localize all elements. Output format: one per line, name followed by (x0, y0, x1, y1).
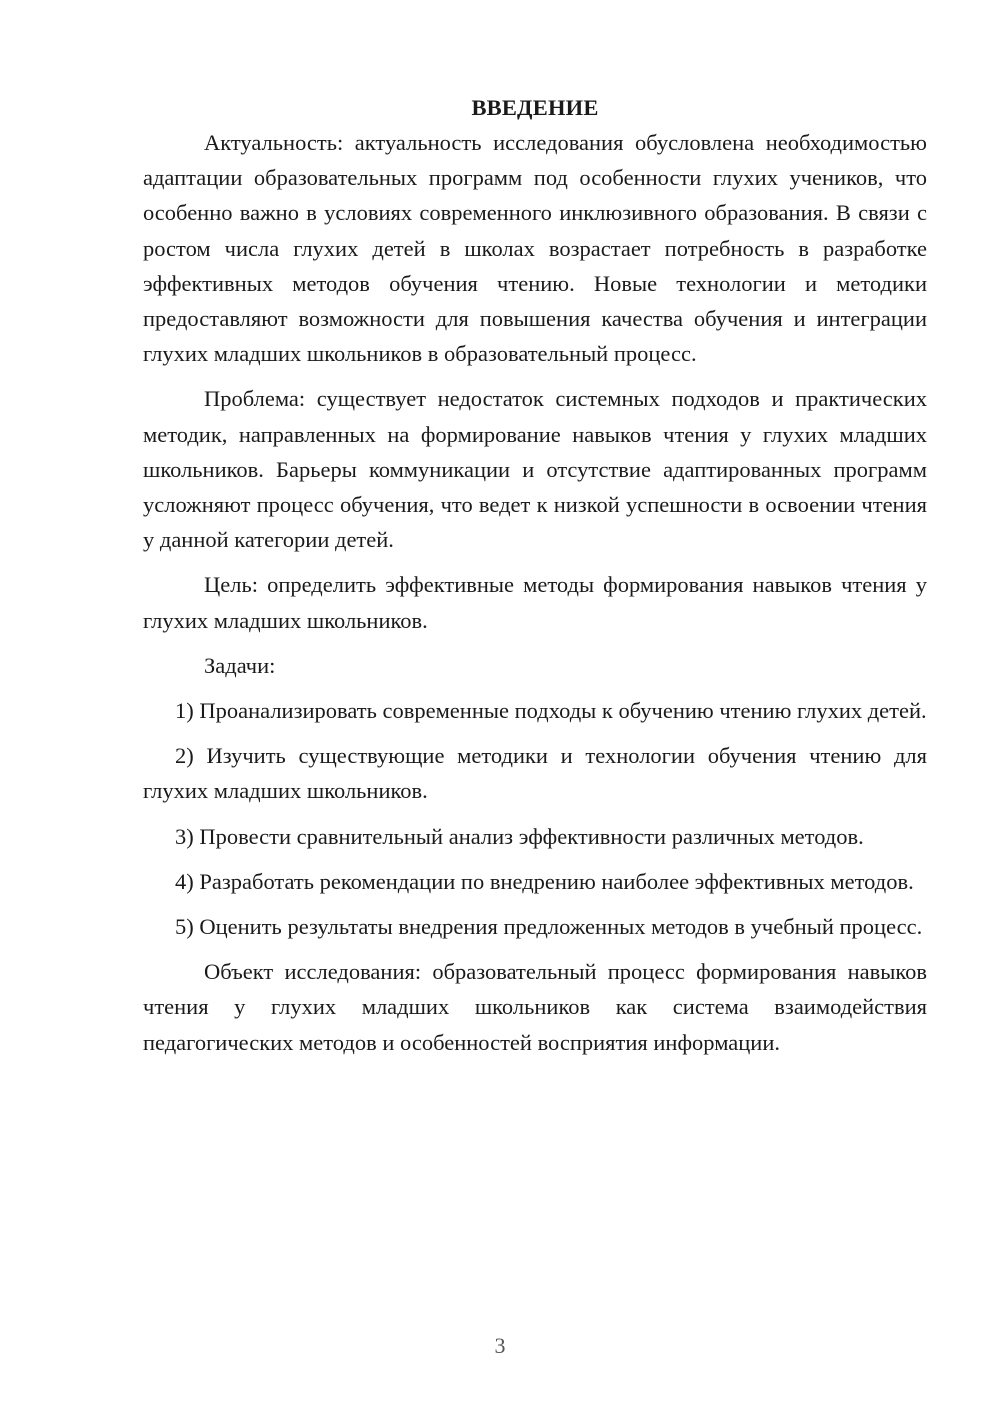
task-item-3: 3) Провести сравнительный анализ эффективности различных методов. (175, 823, 864, 849)
page-number: 3 (494, 1333, 506, 1358)
document-page (143, 90, 927, 1060)
task-item-2: 2) Изучить существующие методики и технологии обучения чтению для глухих младших школьников. (143, 743, 927, 804)
object-paragraph: Объект исследования: образовательный процесс формирования навыков чтения у глухих младших школьников как система взаимодействия педагогических методов и особенностей восприятия информации. (143, 959, 927, 1055)
goal-paragraph: Цель: определить эффективные методы формирования навыков чтения у глухих младших школьников. (143, 572, 927, 633)
problem-paragraph: Проблема: существует недостаток системных подходов и практических методик, направленных на формирование навыков чтения у глухих младших школьников. Барьеры коммуникации и отсутствие адаптированных программ усложняют процесс обучения, что ведет к низкой успешности в освоении чтения у данной категории детей. (143, 386, 927, 553)
task-item-4: 4) Разработать рекомендации по внедрению наиболее эффективных методов. (175, 868, 914, 894)
section-heading: ВВЕДЕНИЕ (471, 95, 599, 120)
task-item-1: 1) Проанализировать современные подходы к обучению чтению глухих детей. (175, 698, 927, 724)
relevance-paragraph: Актуальность: актуальность исследования обусловлена необходимостью адаптации образовательных программ под особенности глухих учеников, что особенно важно в условиях современного инклюзивного образования. В связи с ростом числа глухих детей в школах возрастает потребность в разработке эффективных методов обучения чтению. Новые технологии и методики предоставляют возможности для повышения качества обучения и интеграции глухих младших школьников в образовательный процесс. (143, 130, 927, 367)
task-item-5: 5) Оценить результаты внедрения предложенных методов в учебный процесс. (175, 914, 923, 940)
tasks-label: Задачи: (204, 652, 276, 678)
